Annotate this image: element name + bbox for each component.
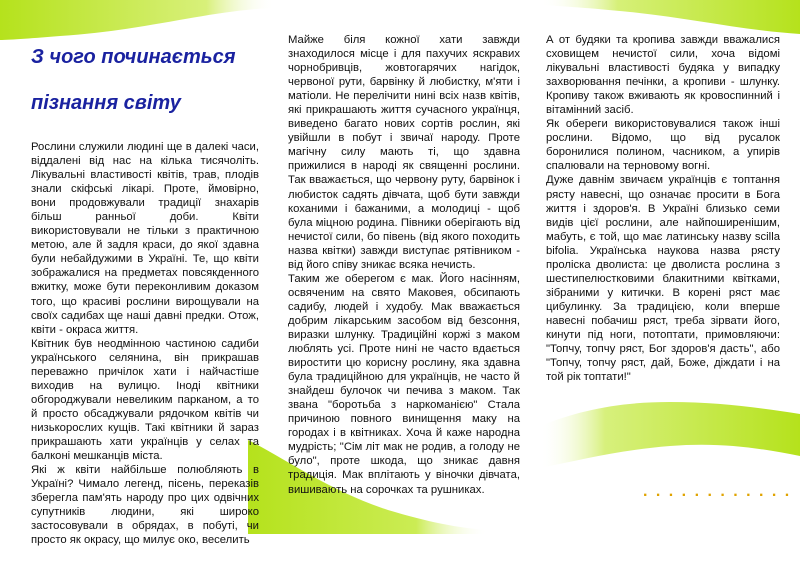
paragraph: Квітник був неодмінною частиною садиби українського селянина, він прикрашав переважно причілок хати і найчастіше виходив на вулицю. Іноді квітники обгороджували невеликим парканом, а то й просто обсаджували рядочком квітів чи низькорослих кущів. Такі квітники й зараз прикрашають хати українців у селах та балконі мешканців міста. xyxy=(31,337,259,463)
title-line-2: пізнання світу xyxy=(31,92,181,114)
green-swoosh-bottom-right xyxy=(540,398,800,473)
green-swoosh-top-left xyxy=(0,0,275,45)
text-column-2 xyxy=(288,33,520,497)
text-column-1 xyxy=(31,140,259,547)
title-line-1: З чого починається xyxy=(31,46,236,68)
paragraph: Майже біля кожної хати завжди знаходилося місце і для пахучих яскравих чорнобривців, жовтогарячих нагідок, червоної рути, барвінку й любистку, м'яти і матіоли. Не перелічити нині всіх назв квітів, які прикрашають життя сучасного українця, виведено багато нових сортів рослин, які увійшли в побут і звичаї народу. Проте магічну силу мають ті, що здавна прижилися в народі як священні рослини. Так вважається, що червону руту, барвінок і любисток садять дівчата, щоб бути завжди коханими і бажаними, а молодиці - щоб була міцною родина. Півники оберігають від нечистої сили, бо півень (від якого походить назва квітки) завжди виступає рятівником - від його співу зникає всяка нечисть. xyxy=(288,34,520,271)
paragraph: Як обереги використовувалися також інші рослини. Відомо, що від русалок боронилися полином, часником, а упирів спалювали на терновому вогні. xyxy=(546,118,780,173)
decorative-dots: . . . . . . . . . . . . xyxy=(643,483,792,500)
paragraph: Рослини служили людині ще в далекі часи, віддалені від нас на кілька тисячоліть. Лікувальні властивості квітів, трав, плодів знали скіфські лікарі. Проте, ймовірно, вони продовжували традиції знахарів більш ранньої доби. Квіти використовували не тільки з практичною метою, але й задля краси, до якої здавна були небайдужими в Україні. Те, що квіти зображалися на предметах повсякденного вжитку, може бути переконливим доказом того, що красиві рослини вирощували на своїх садибах ще наші давні предки. Отож, квіти - окраса життя. xyxy=(31,141,259,336)
paragraph: Дуже давнім звичаєм українців є топтання рясту навесні, що означає просити в Бога життя і здоров'я. В Україні близько семи видів цієї рослини, але найпоширенішим, мабуть, є той, що має латинську назву scilla bifolia. Українська наукова назва рясту проліска дволиста: це дволиста рослина з шестипелюстковими блакитними квітками, зібраними у китички. В корені ряст має цибулинку. За традицією, коли вперше навесні побачиш ряст, треба зірвати його, кинути під ноги, потоптати, примовляючи: "Топчу, топчу ряст, Бог здоров'я дасть", або "Топчу, топчу ряст, дай, Боже, діждати і на той рік топтати!" xyxy=(546,174,780,384)
paragraph: Які ж квіти найбільше полюбляють в Україні? Чимало легенд, пісень, переказів зберегла пам'ять народу про цих одвічних супутників людини, які широко застосовували в обрядах, в побуті, чи просто як окрасу, що милує око, веселить xyxy=(31,464,259,547)
paragraph: Таким же оберегом є мак. Його насінням, освяченим на свято Маковея, обсипають садибу, людей і худобу. Мак вважається добрим лікарським засобом від безсоння, виразки шлунку. Традиційні коржі з маком люблять усі. Проте нині не часто вдається виростити цю корисну рослину, яка здавна була традиційною для українців, не часто й знайдеш булочок чи печива з маком. Так звана "боротьба з наркоманією" Стала причиною повного винищення маку на городах і в квітниках. Хоча й каже народна мудрість; "Сім літ мак не родив, а голоду не було", проте шкода, що зникає давня традиція. Мак вплітають у віночки дівчата, вишивають на сорочках та рушниках. xyxy=(288,272,520,496)
text-column-3 xyxy=(546,33,780,384)
paragraph: А от будяки та кропива завжди вважалися сховищем нечистої сили, хоча відомі лікувальні властивості будяка у випадку захворювання печінки, а кропиви - шлунку. Кропиву також вживають як кровоспинний і вітамінний засіб. xyxy=(546,34,780,117)
